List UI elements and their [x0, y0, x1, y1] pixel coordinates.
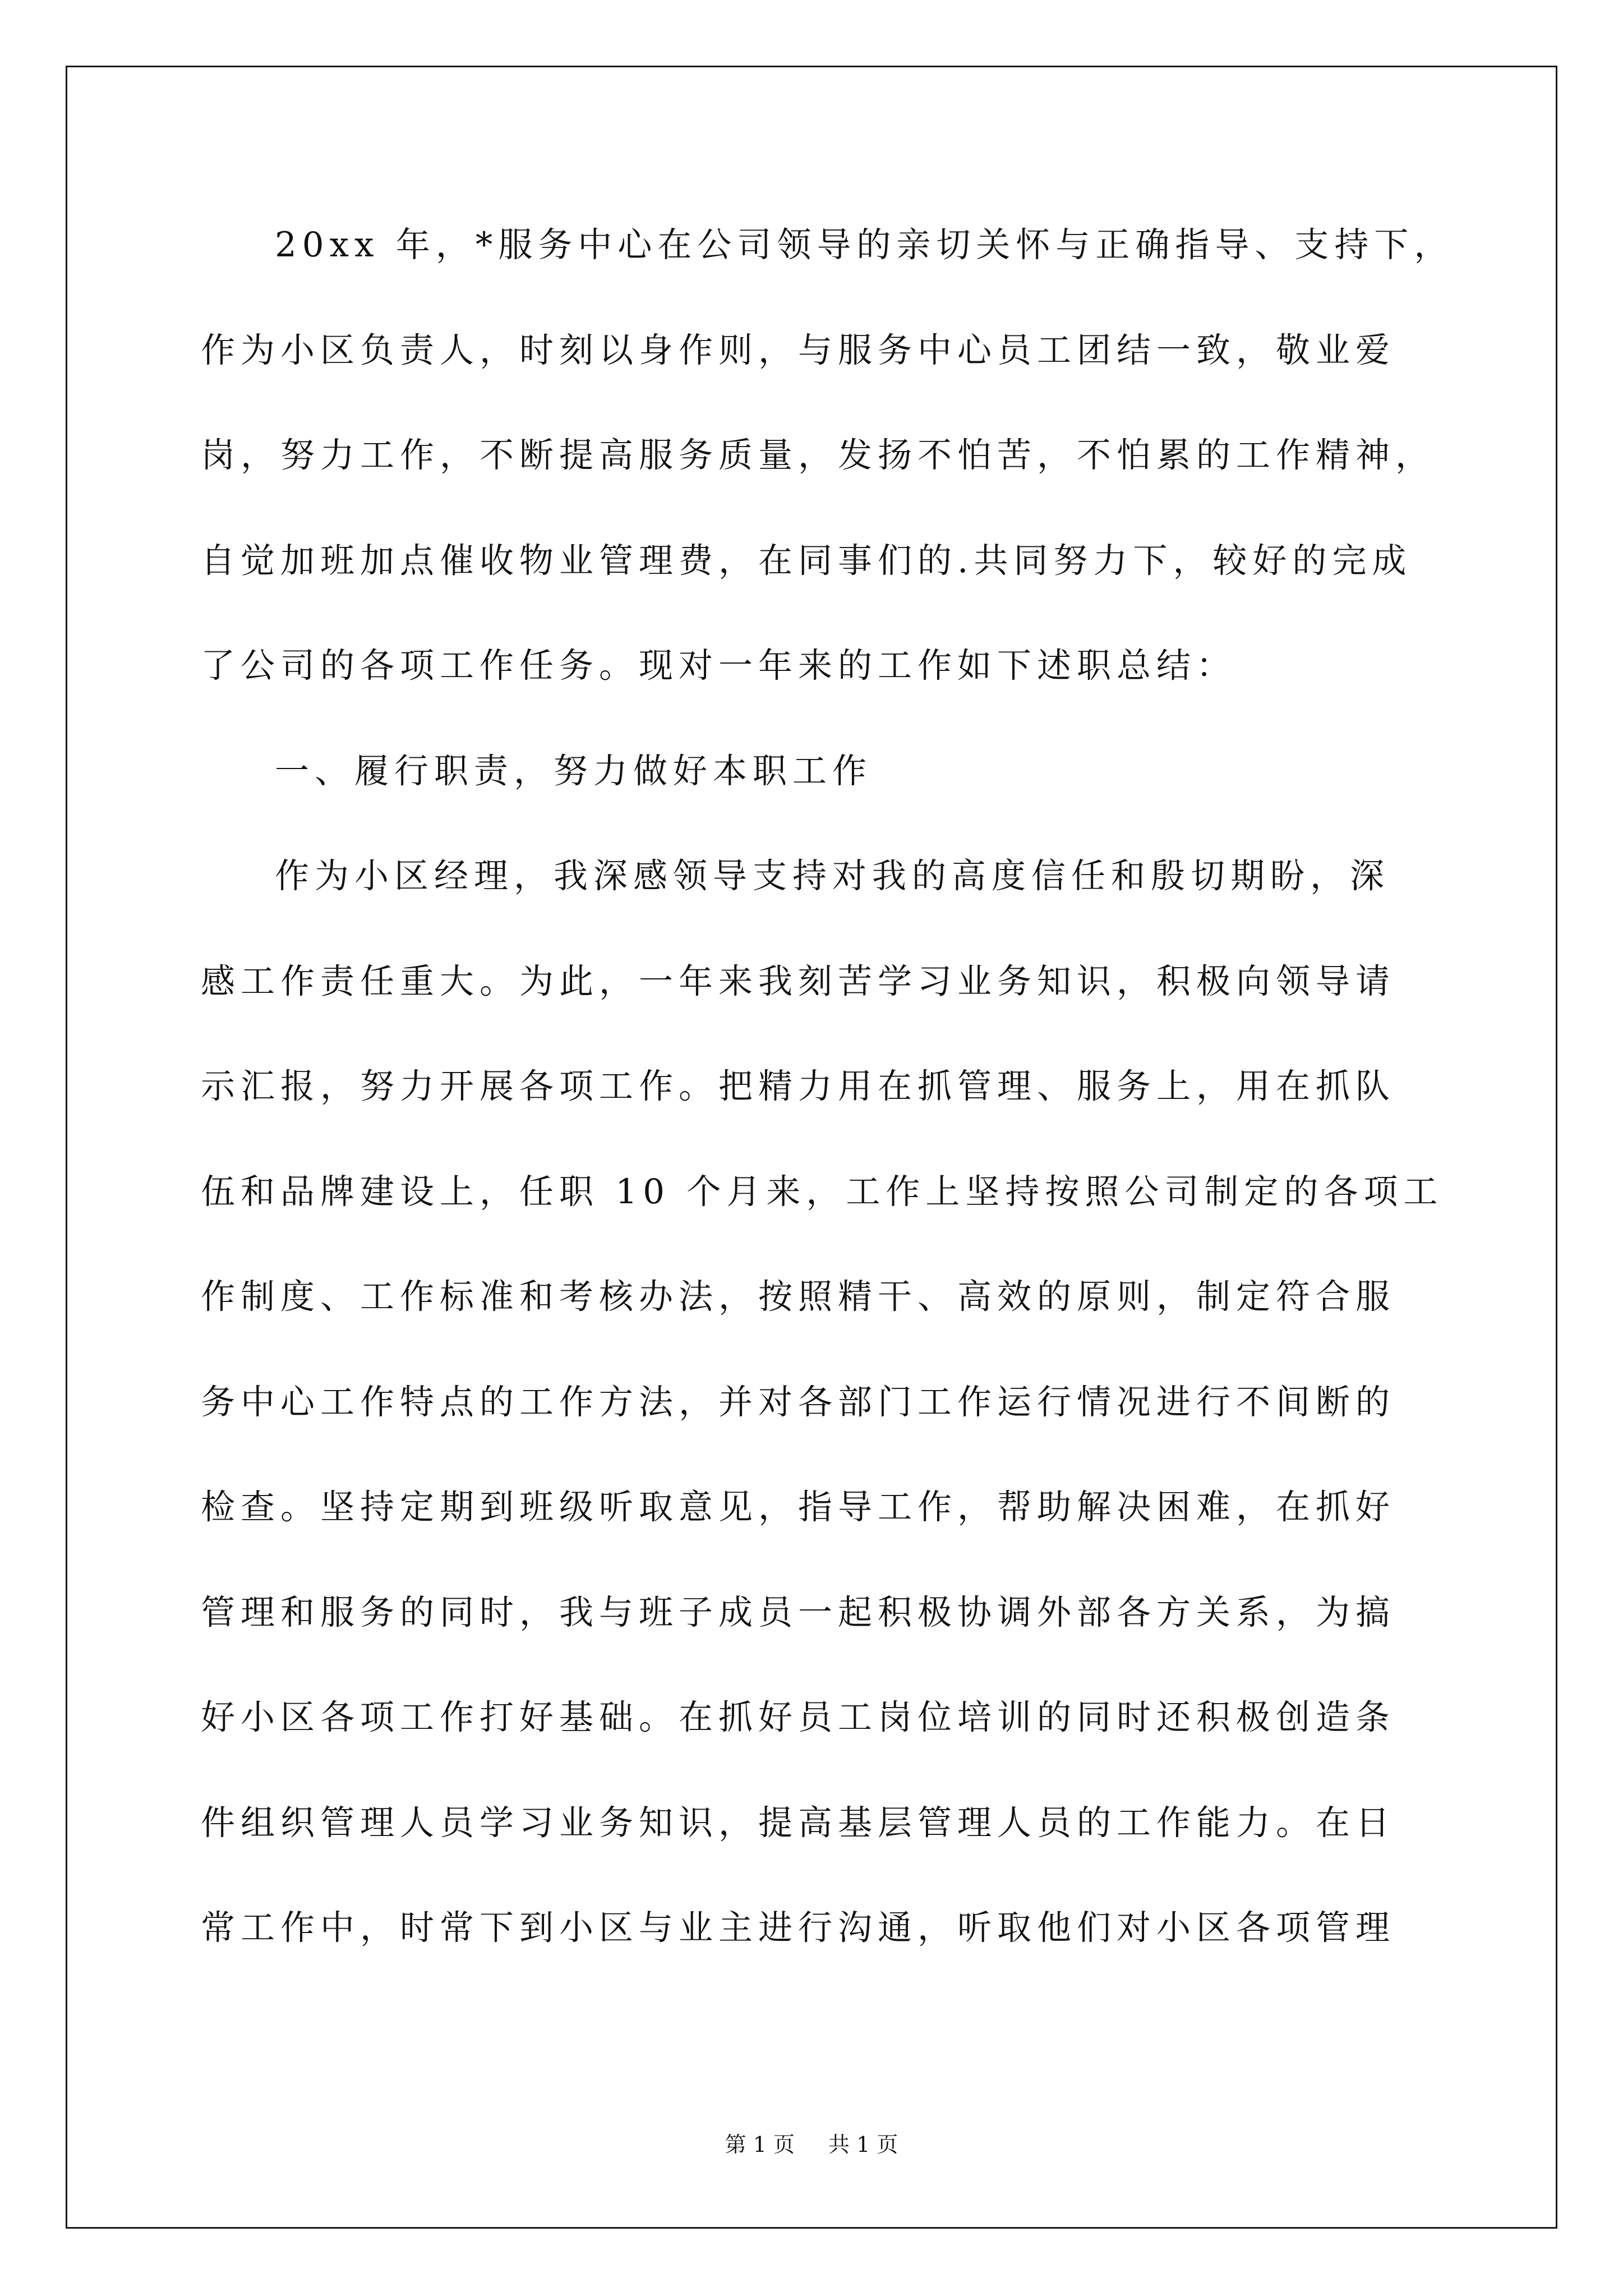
page-border [66, 66, 1557, 2229]
text-line: 20xx 年，*服务中心在公司领导的亲切关怀与正确指导、支持下， [275, 225, 1454, 265]
text-line: 务中心工作特点的工作方法，并对各部门工作运行情况进行不间断的 [201, 1382, 1396, 1422]
text-line: 件组织管理人员学习业务知识，提高基层管理人员的工作能力。在日 [201, 1803, 1396, 1843]
text-line: 作为小区经理，我深感领导支持对我的高度信任和殷切期盼，深 [275, 856, 1390, 896]
text-line: 作为小区负责人，时刻以身作则，与服务中心员工团结一致，敬业爱 [201, 330, 1396, 370]
text-line: 伍和品牌建设上，任职 10 个月来，工作上坚持按照公司制定的各项工 [201, 1172, 1444, 1212]
section-heading: 一、履行职责，努力做好本职工作 [275, 751, 873, 791]
text-line: 好小区各项工作打好基础。在抓好员工岗位培训的同时还积极创造条 [201, 1697, 1396, 1737]
text-line: 检查。坚持定期到班级听取意见，指导工作，帮助解决困难，在抓好 [201, 1487, 1396, 1527]
text-line: 常工作中，时常下到小区与业主进行沟通，听取他们对小区各项管理 [201, 1908, 1396, 1948]
page-footer [0, 2131, 1623, 2159]
page-total: 共 1 页 [828, 2132, 898, 2157]
text-line: 感工作责任重大。为此，一年来我刻苦学习业务知识，积极向领导请 [201, 961, 1396, 1001]
text-line: 自觉加班加点催收物业管理费，在同事们的.共同努力下，较好的完成 [201, 541, 1412, 581]
text-line: 示汇报，努力开展各项工作。把精力用在抓管理、服务上，用在抓队 [201, 1066, 1396, 1106]
page-number: 第 1 页 [725, 2132, 795, 2157]
text-line: 管理和服务的同时，我与班子成员一起积极协调外部各方关系，为搞 [201, 1593, 1396, 1632]
text-line: 了公司的各项工作任务。现对一年来的工作如下述职总结： [201, 646, 1237, 685]
text-line: 作制度、工作标准和考核办法，按照精干、高效的原则，制定符合服 [201, 1277, 1396, 1317]
text-line: 岗，努力工作，不断提高服务质量，发扬不怕苦，不怕累的工作精神， [201, 435, 1436, 475]
